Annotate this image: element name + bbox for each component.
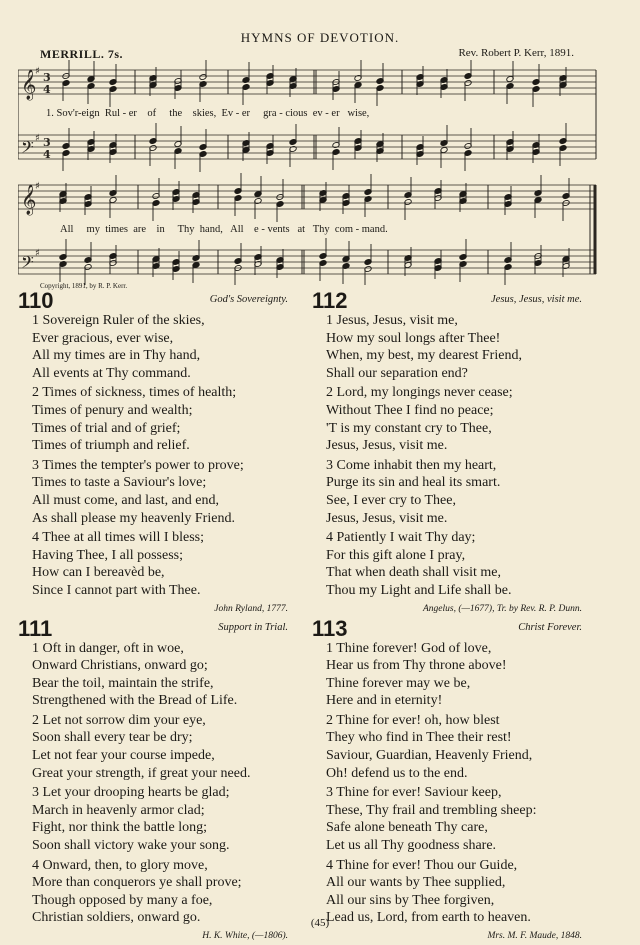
hymn-112 <box>312 290 594 616</box>
hymn-title: Christ Forever. <box>518 621 582 633</box>
verse-line: 3 Let your drooping hearts be glad; <box>32 785 230 801</box>
verse-line: 4 Patiently I wait Thy day; <box>326 530 476 546</box>
verse-line: Fight, nor think the battle long; <box>32 820 207 836</box>
verse-line: 1 Thine forever! God of love, <box>326 640 492 656</box>
key-sharp-1: ♯ <box>35 66 40 77</box>
verse-line: Great your strength, if great your need. <box>32 765 251 781</box>
verse-line: Let not fear your course impede, <box>32 748 215 764</box>
lyrics-line-2: All my times are in Thy hand, All e - vents at Thy com - mand. <box>60 224 388 235</box>
hymn-attribution: Mrs. M. F. Maude, 1848. <box>487 931 582 941</box>
verse-line: 2 Lord, my longings never cease; <box>326 385 513 401</box>
verse-line: Without Thee I find no peace; <box>326 402 494 418</box>
time-sig-bottom-2: 4 <box>43 148 51 161</box>
verse-line: Saviour, Guardian, Heavenly Friend, <box>326 748 533 764</box>
hymn-title: Support in Trial. <box>218 621 288 633</box>
verse-line: Let us all Thy goodness share. <box>326 838 497 854</box>
verse-line: More than conquerors ye shall prove; <box>32 875 242 891</box>
page-header: HYMNS OF DEVOTION. <box>240 30 400 45</box>
verse-line: 4 Thine for ever! Thou our Guide, <box>326 857 518 873</box>
bass-clef-1: 𝄢 <box>21 137 34 161</box>
verse-line: 3 Times the tempter's power to prove; <box>32 457 244 473</box>
verse-line: 1 Jesus, Jesus, visit me, <box>326 313 458 328</box>
verse-line: 1 Sovereign Ruler of the skies, <box>32 313 205 328</box>
hymn-title: Jesus, Jesus, visit me. <box>491 294 582 305</box>
hymn-attribution: Angelus, (—1677), Tr. by Rev. R. P. Dunn. <box>422 603 582 614</box>
verse-line: All my times are in Thy hand, <box>32 348 201 364</box>
verse-line: 3 Come inhabit then my heart, <box>326 457 497 473</box>
verse-line: Times to taste a Saviour's love; <box>32 475 207 491</box>
bass-clef-2: 𝄢 <box>21 252 34 276</box>
verse-line: For this gift alone I pray, <box>326 547 466 563</box>
hymn-113 <box>312 615 594 944</box>
verse-line: That when death shall visit me, <box>326 565 501 581</box>
verse-line: All our sins by Thee forgiven, <box>326 892 495 908</box>
treble-clef-1: 𝄞 <box>21 70 37 100</box>
verse-line: All our wants by Thee supplied, <box>326 875 506 891</box>
hymn-attribution: John Ryland, 1777. <box>214 603 288 614</box>
verse-line: Soon shall victory wake your song. <box>32 838 230 854</box>
verse-line: All must come, and last, and end, <box>32 492 220 508</box>
verse-line: 'T is my constant cry to Thee, <box>326 420 492 436</box>
verse-line: Times of trial and of grief; <box>32 420 181 436</box>
copyright: Copyright, 1891, by R. P. Kerr. <box>40 282 128 290</box>
verse-line: Purge its sin and heal its smart. <box>326 475 501 491</box>
verse-line: 2 Let not sorrow dim your eye, <box>32 712 206 728</box>
verse-line: 2 Times of sickness, times of health; <box>32 385 237 401</box>
left-column <box>18 290 300 945</box>
verse-line: As shall please my heavenly Friend. <box>32 510 235 526</box>
verse-line: Soon shall every tear be dry; <box>32 730 193 746</box>
hymn-number: 110 <box>18 288 54 313</box>
verse-line: These, Thy frail and trembling sheep: <box>326 802 537 818</box>
verse-line: Bear the toil, maintain the strife, <box>32 675 214 691</box>
verse-line: Thou my Light and Life shall be. <box>326 582 512 598</box>
verse-line: March in heavenly armor clad; <box>32 802 205 818</box>
right-column <box>312 290 594 945</box>
key-sharp-4: ♯ <box>35 248 40 259</box>
hymn-title: God's Sovereignty. <box>209 294 288 305</box>
verse-line: Times of penury and wealth; <box>32 402 193 418</box>
verse-line: Here and in eternity! <box>326 693 443 709</box>
verse-line: All events at Thy command. <box>32 365 191 381</box>
verse-line: How can I bereavèd be, <box>32 565 165 581</box>
time-sig-top-1: 3 <box>43 71 51 84</box>
verse-line: How my soul longs after Thee! <box>326 330 501 346</box>
verse-line: Ever gracious, ever wise, <box>32 330 174 346</box>
verse-line: When, my best, my dearest Friend, <box>326 348 522 364</box>
tune-name: MERRILL. 7s. <box>40 47 124 61</box>
page-number: (45) <box>310 917 330 929</box>
verse-line: Onward Christians, onward go; <box>32 658 208 674</box>
time-sig-top-2: 3 <box>43 136 51 149</box>
key-sharp-2: ♯ <box>35 133 40 144</box>
verse-line: Hear us from Thy throne above! <box>326 658 507 674</box>
lyrics-line-1: 1. Sov'r-eign Rul - er of the skies, Ev - er gra - cious ev - er wise, <box>46 108 370 119</box>
hymn-number: 112 <box>312 288 348 313</box>
verse-line: Having Thee, I all possess; <box>32 547 183 563</box>
verse-line: Shall our separation end? <box>326 365 468 381</box>
verse-line: See, I ever cry to Thee, <box>326 492 456 508</box>
verse-line: Lead us, Lord, from earth to heaven. <box>326 910 531 926</box>
verse-line: 4 Onward, then, to glory move, <box>32 857 208 873</box>
verse-line: Safe alone beneath Thy care, <box>326 820 488 836</box>
hymn-number: 111 <box>18 615 53 641</box>
treble-clef-2: 𝄞 <box>21 185 37 215</box>
music-score <box>18 60 598 285</box>
verse-line: Christian soldiers, onward go. <box>32 910 201 926</box>
verse-line: 1 Oft in danger, oft in woe, <box>32 640 184 656</box>
verse-line: Strengthened with the Bread of Life. <box>32 693 238 709</box>
hymn-attribution: H. K. White, (—1806). <box>202 931 288 941</box>
verse-line: Jesus, Jesus, visit me. <box>326 510 448 526</box>
verse-line: Though opposed by many a foe, <box>32 892 213 908</box>
verse-line: Thine forever may we be, <box>326 675 471 691</box>
key-sharp-3: ♯ <box>35 181 40 192</box>
verse-line: Since I cannot part with Thee. <box>32 582 201 598</box>
verse-line: 4 Thee at all times will I bless; <box>32 530 204 546</box>
hymn-111 <box>18 615 300 944</box>
time-sig-bottom-1: 4 <box>43 83 51 96</box>
verse-line: Times of triumph and relief. <box>32 438 190 454</box>
verse-line: Jesus, Jesus, visit me. <box>326 438 448 454</box>
composer: Rev. Robert P. Kerr, 1891. <box>458 47 574 59</box>
verse-line: They who find in Thee their rest! <box>326 730 512 746</box>
verse-line: 2 Thine for ever! oh, how blest <box>326 712 500 728</box>
hymn-number: 113 <box>312 615 348 641</box>
verse-line: Oh! defend us to the end. <box>326 765 468 781</box>
verse-line: 3 Thine for ever! Saviour keep, <box>326 785 502 801</box>
hymn-110 <box>18 290 300 616</box>
